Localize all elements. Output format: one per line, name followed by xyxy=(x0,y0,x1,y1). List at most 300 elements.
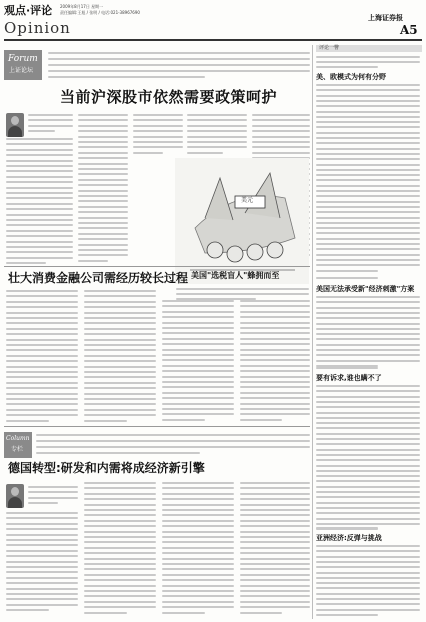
text-line xyxy=(84,322,156,324)
text-line xyxy=(252,146,310,148)
cartoon-caption: 美国"选税盲人"蜂拥而至 xyxy=(191,271,280,280)
text-line xyxy=(6,176,73,178)
text-line xyxy=(316,486,420,488)
text-line xyxy=(162,552,234,554)
text-line xyxy=(240,552,310,554)
text-line xyxy=(316,238,420,240)
text-line xyxy=(316,507,420,509)
text-line xyxy=(6,387,78,389)
text-line xyxy=(316,61,420,63)
text-line xyxy=(6,544,78,546)
second-headline: 壮大消费金融公司需经历较长过程 xyxy=(8,271,189,285)
text-line xyxy=(240,493,310,495)
text-line xyxy=(316,111,420,113)
text-line xyxy=(6,355,78,357)
forum-tag-en: Forum xyxy=(8,54,38,64)
text-line xyxy=(316,593,420,595)
text-line xyxy=(133,125,183,127)
text-line xyxy=(316,206,420,208)
text-line xyxy=(84,525,156,527)
text-line xyxy=(316,174,420,176)
text-line xyxy=(316,338,420,340)
text-line xyxy=(316,449,420,451)
text-line xyxy=(252,125,310,127)
text-line xyxy=(133,136,183,138)
right-item-title-1: 美、欧模式为何有分野 xyxy=(316,73,386,81)
text-line xyxy=(187,136,247,138)
text-line xyxy=(162,536,234,538)
text-line xyxy=(6,197,73,199)
text-line xyxy=(316,169,420,171)
text-line xyxy=(78,249,128,251)
text-line xyxy=(162,397,234,399)
text-line xyxy=(78,119,128,121)
column-tag-cn: 专栏 xyxy=(11,446,24,453)
text-line xyxy=(6,566,78,568)
text-line xyxy=(316,56,420,58)
text-line xyxy=(162,563,234,565)
text-line xyxy=(240,487,310,489)
text-line xyxy=(240,386,310,388)
text-line xyxy=(78,168,128,170)
text-line xyxy=(316,360,420,362)
text-line xyxy=(162,370,234,372)
text-line xyxy=(316,254,420,256)
text-line xyxy=(240,498,310,500)
text-line xyxy=(240,547,310,549)
text-line xyxy=(84,295,156,297)
text-line xyxy=(78,217,128,219)
text-line xyxy=(316,259,420,261)
text-line xyxy=(240,370,310,372)
text-line xyxy=(240,300,310,302)
third-headline: 德国转型:研发和内需将成经济新引擎 xyxy=(8,461,205,475)
text-line xyxy=(6,295,78,297)
text-line xyxy=(316,243,420,245)
text-line xyxy=(162,504,234,506)
text-line xyxy=(78,190,128,192)
text-line xyxy=(133,146,183,148)
text-line xyxy=(78,211,128,213)
text-line xyxy=(316,312,420,314)
right-item-title-3: 要有诉求,谁也瞒不了 xyxy=(316,374,382,382)
text-line xyxy=(84,344,156,346)
text-line xyxy=(36,452,200,454)
text-line xyxy=(133,152,163,154)
text-line xyxy=(6,160,73,162)
text-line xyxy=(78,141,128,143)
text-line xyxy=(316,354,420,356)
right-column-header: 评论一瞥 xyxy=(319,45,340,51)
text-line xyxy=(84,498,156,500)
forum-tag xyxy=(4,50,42,80)
text-line xyxy=(162,327,234,329)
text-line xyxy=(316,572,420,574)
text-line xyxy=(84,333,156,335)
text-line xyxy=(316,116,420,118)
text-line xyxy=(240,601,310,603)
text-line xyxy=(84,595,156,597)
text-line xyxy=(78,130,128,132)
text-line xyxy=(240,365,310,367)
text-line xyxy=(316,153,420,155)
text-line xyxy=(84,606,156,608)
third-author-photo xyxy=(6,484,24,508)
text-line xyxy=(78,179,128,181)
text-line xyxy=(316,185,420,187)
text-line xyxy=(316,422,420,424)
text-line xyxy=(316,523,420,525)
text-line xyxy=(316,232,420,234)
text-line xyxy=(316,412,420,414)
text-line xyxy=(78,184,128,186)
text-line xyxy=(176,288,309,290)
text-line xyxy=(240,595,310,597)
text-line xyxy=(316,328,420,330)
text-line xyxy=(162,579,234,581)
text-line xyxy=(6,219,73,221)
text-line xyxy=(316,84,420,86)
text-line xyxy=(316,566,420,568)
text-line xyxy=(6,523,78,525)
text-line xyxy=(28,491,78,493)
text-line xyxy=(6,550,78,552)
text-line xyxy=(240,381,310,383)
text-line xyxy=(316,296,420,298)
text-line xyxy=(48,64,310,66)
text-line xyxy=(162,343,234,345)
text-line xyxy=(6,534,78,536)
text-line xyxy=(240,316,310,318)
text-line xyxy=(6,181,73,183)
text-line xyxy=(240,419,282,421)
section-title: 观点·评论 xyxy=(4,4,53,17)
text-line xyxy=(36,440,310,442)
text-line xyxy=(316,89,420,91)
text-line xyxy=(252,136,310,138)
text-line xyxy=(162,558,234,560)
text-line xyxy=(316,518,420,520)
text-line xyxy=(162,531,234,533)
text-line xyxy=(316,587,420,589)
text-line xyxy=(6,517,78,519)
text-line xyxy=(162,316,234,318)
text-line xyxy=(316,502,420,504)
text-line xyxy=(48,76,205,78)
text-line xyxy=(316,480,420,482)
text-line xyxy=(316,222,420,224)
text-line xyxy=(84,349,156,351)
text-line xyxy=(316,433,420,435)
text-line xyxy=(162,338,234,340)
text-line xyxy=(316,367,378,369)
text-line xyxy=(6,301,78,303)
right-item-title-2: 美国无法承受新"经济刺激"方案 xyxy=(316,285,415,293)
text-line xyxy=(78,195,128,197)
text-line xyxy=(316,211,420,213)
text-line xyxy=(78,152,128,154)
text-line xyxy=(84,382,156,384)
text-line xyxy=(187,114,247,116)
text-line xyxy=(84,558,156,560)
text-line xyxy=(162,392,234,394)
text-line xyxy=(78,222,128,224)
opinion-label: Opinion xyxy=(4,19,71,37)
text-line xyxy=(240,397,310,399)
text-line xyxy=(162,376,234,378)
text-line xyxy=(84,579,156,581)
text-line xyxy=(240,574,310,576)
text-line xyxy=(84,563,156,565)
text-line xyxy=(162,541,234,543)
text-line xyxy=(78,146,128,148)
text-line xyxy=(240,585,310,587)
text-line xyxy=(316,545,420,547)
text-line xyxy=(84,317,156,319)
text-line xyxy=(84,339,156,341)
text-line xyxy=(316,401,420,403)
text-line xyxy=(28,125,73,127)
text-line xyxy=(316,105,420,107)
text-line xyxy=(252,141,310,143)
text-line xyxy=(240,376,310,378)
text-line xyxy=(84,403,156,405)
text-line xyxy=(6,312,78,314)
text-line xyxy=(162,595,234,597)
text-line xyxy=(316,582,420,584)
paper-name: 上海证券报 xyxy=(368,13,403,22)
text-line xyxy=(6,344,78,346)
text-line xyxy=(84,601,156,603)
text-line xyxy=(240,520,310,522)
text-line xyxy=(316,323,420,325)
text-line xyxy=(6,170,73,172)
text-line xyxy=(6,235,73,237)
text-line xyxy=(240,305,310,307)
text-line xyxy=(240,531,310,533)
text-line xyxy=(84,531,156,533)
text-line xyxy=(84,520,156,522)
text-line xyxy=(6,403,78,405)
text-line xyxy=(162,408,234,410)
text-line xyxy=(36,434,310,436)
text-line xyxy=(84,482,156,484)
text-line xyxy=(48,58,310,60)
text-line xyxy=(187,125,247,127)
text-line xyxy=(240,408,310,410)
text-line xyxy=(6,138,73,140)
text-line xyxy=(78,125,128,127)
text-line xyxy=(162,386,234,388)
text-line xyxy=(316,527,378,529)
text-line xyxy=(78,173,128,175)
text-line xyxy=(28,497,78,499)
text-line xyxy=(84,371,156,373)
text-line xyxy=(162,590,234,592)
text-line xyxy=(316,158,420,160)
right-column-header-bar xyxy=(316,45,422,52)
text-line xyxy=(6,208,73,210)
text-line xyxy=(6,414,78,416)
text-line xyxy=(316,217,420,219)
text-line xyxy=(240,327,310,329)
text-line xyxy=(162,419,205,421)
text-line xyxy=(6,609,49,611)
text-line xyxy=(6,528,78,530)
text-line xyxy=(316,385,420,387)
text-line xyxy=(6,366,78,368)
text-line xyxy=(316,417,420,419)
text-line xyxy=(84,301,156,303)
text-line xyxy=(316,475,420,477)
text-line xyxy=(78,114,128,116)
text-line xyxy=(162,514,234,516)
text-line xyxy=(78,136,128,138)
text-line xyxy=(6,582,78,584)
text-line xyxy=(6,561,78,563)
text-line xyxy=(84,409,156,411)
text-line xyxy=(316,137,420,139)
text-line xyxy=(6,290,78,292)
text-line xyxy=(240,579,310,581)
text-line xyxy=(6,187,73,189)
text-line xyxy=(162,568,234,570)
text-line xyxy=(240,354,310,356)
text-line xyxy=(28,119,73,121)
page-number: A5 xyxy=(400,23,418,37)
text-line xyxy=(240,482,310,484)
text-line xyxy=(6,306,78,308)
text-line xyxy=(162,547,234,549)
text-line xyxy=(162,482,234,484)
text-line xyxy=(316,390,420,392)
text-line xyxy=(84,541,156,543)
text-line xyxy=(162,349,234,351)
text-line xyxy=(316,126,420,128)
text-line xyxy=(316,512,420,514)
cartoon-sign: 美元 xyxy=(241,197,254,204)
text-line xyxy=(6,246,73,248)
text-line xyxy=(6,604,78,606)
text-line xyxy=(162,498,234,500)
text-line xyxy=(316,577,420,579)
text-line xyxy=(240,536,310,538)
text-line xyxy=(133,114,183,116)
text-line xyxy=(316,317,420,319)
text-line xyxy=(240,568,310,570)
text-line xyxy=(78,163,128,165)
text-line xyxy=(252,130,310,132)
text-line xyxy=(187,130,247,132)
text-line xyxy=(316,190,420,192)
text-line xyxy=(240,541,310,543)
text-line xyxy=(84,393,156,395)
text-line xyxy=(48,52,310,54)
text-line xyxy=(162,606,234,608)
text-line xyxy=(6,588,78,590)
section-divider-2 xyxy=(4,426,310,427)
text-line xyxy=(240,590,310,592)
text-line xyxy=(316,609,420,611)
text-line xyxy=(240,338,310,340)
text-line xyxy=(133,119,183,121)
text-line xyxy=(316,333,420,335)
text-line xyxy=(316,406,420,408)
text-line xyxy=(316,301,420,303)
text-line xyxy=(6,555,78,557)
text-line xyxy=(162,365,234,367)
text-line xyxy=(316,132,420,134)
text-line xyxy=(78,244,128,246)
text-line xyxy=(316,121,420,123)
text-line xyxy=(6,241,73,243)
text-line xyxy=(316,561,420,563)
text-line xyxy=(162,520,234,522)
text-line xyxy=(316,264,420,266)
text-line xyxy=(84,612,127,614)
text-line xyxy=(28,130,55,132)
text-line xyxy=(316,454,420,456)
text-line xyxy=(240,413,310,415)
text-line xyxy=(252,119,310,121)
text-line xyxy=(84,398,156,400)
text-line xyxy=(36,446,310,448)
text-line xyxy=(240,563,310,565)
text-line xyxy=(240,558,310,560)
text-line xyxy=(162,509,234,511)
text-line xyxy=(84,328,156,330)
text-line xyxy=(176,293,309,295)
text-line xyxy=(84,355,156,357)
text-line xyxy=(6,539,78,541)
text-line xyxy=(78,157,128,159)
text-line xyxy=(316,496,420,498)
text-line xyxy=(316,164,420,166)
text-line xyxy=(316,179,420,181)
text-line xyxy=(240,359,310,361)
text-line xyxy=(316,344,420,346)
text-line xyxy=(6,512,78,514)
text-line xyxy=(78,238,128,240)
text-line xyxy=(84,290,156,292)
text-line xyxy=(28,502,58,504)
text-line xyxy=(84,574,156,576)
text-line xyxy=(316,603,420,605)
text-line xyxy=(6,224,73,226)
text-line xyxy=(78,200,128,202)
text-line xyxy=(133,130,183,132)
text-line xyxy=(84,312,156,314)
text-line xyxy=(6,192,73,194)
text-line xyxy=(316,227,420,229)
text-line xyxy=(84,514,156,516)
text-line xyxy=(6,317,78,319)
text-line xyxy=(162,413,234,415)
text-line xyxy=(84,552,156,554)
text-line xyxy=(6,409,78,411)
text-line xyxy=(6,251,73,253)
text-line xyxy=(240,606,310,608)
text-line xyxy=(6,165,73,167)
text-line xyxy=(84,590,156,592)
text-line xyxy=(162,493,234,495)
text-line xyxy=(240,612,282,614)
text-line xyxy=(316,396,420,398)
text-line xyxy=(316,201,420,203)
text-line xyxy=(187,119,247,121)
text-line xyxy=(240,349,310,351)
issue-info: 2009年8月17日 星期一 xyxy=(60,4,104,9)
